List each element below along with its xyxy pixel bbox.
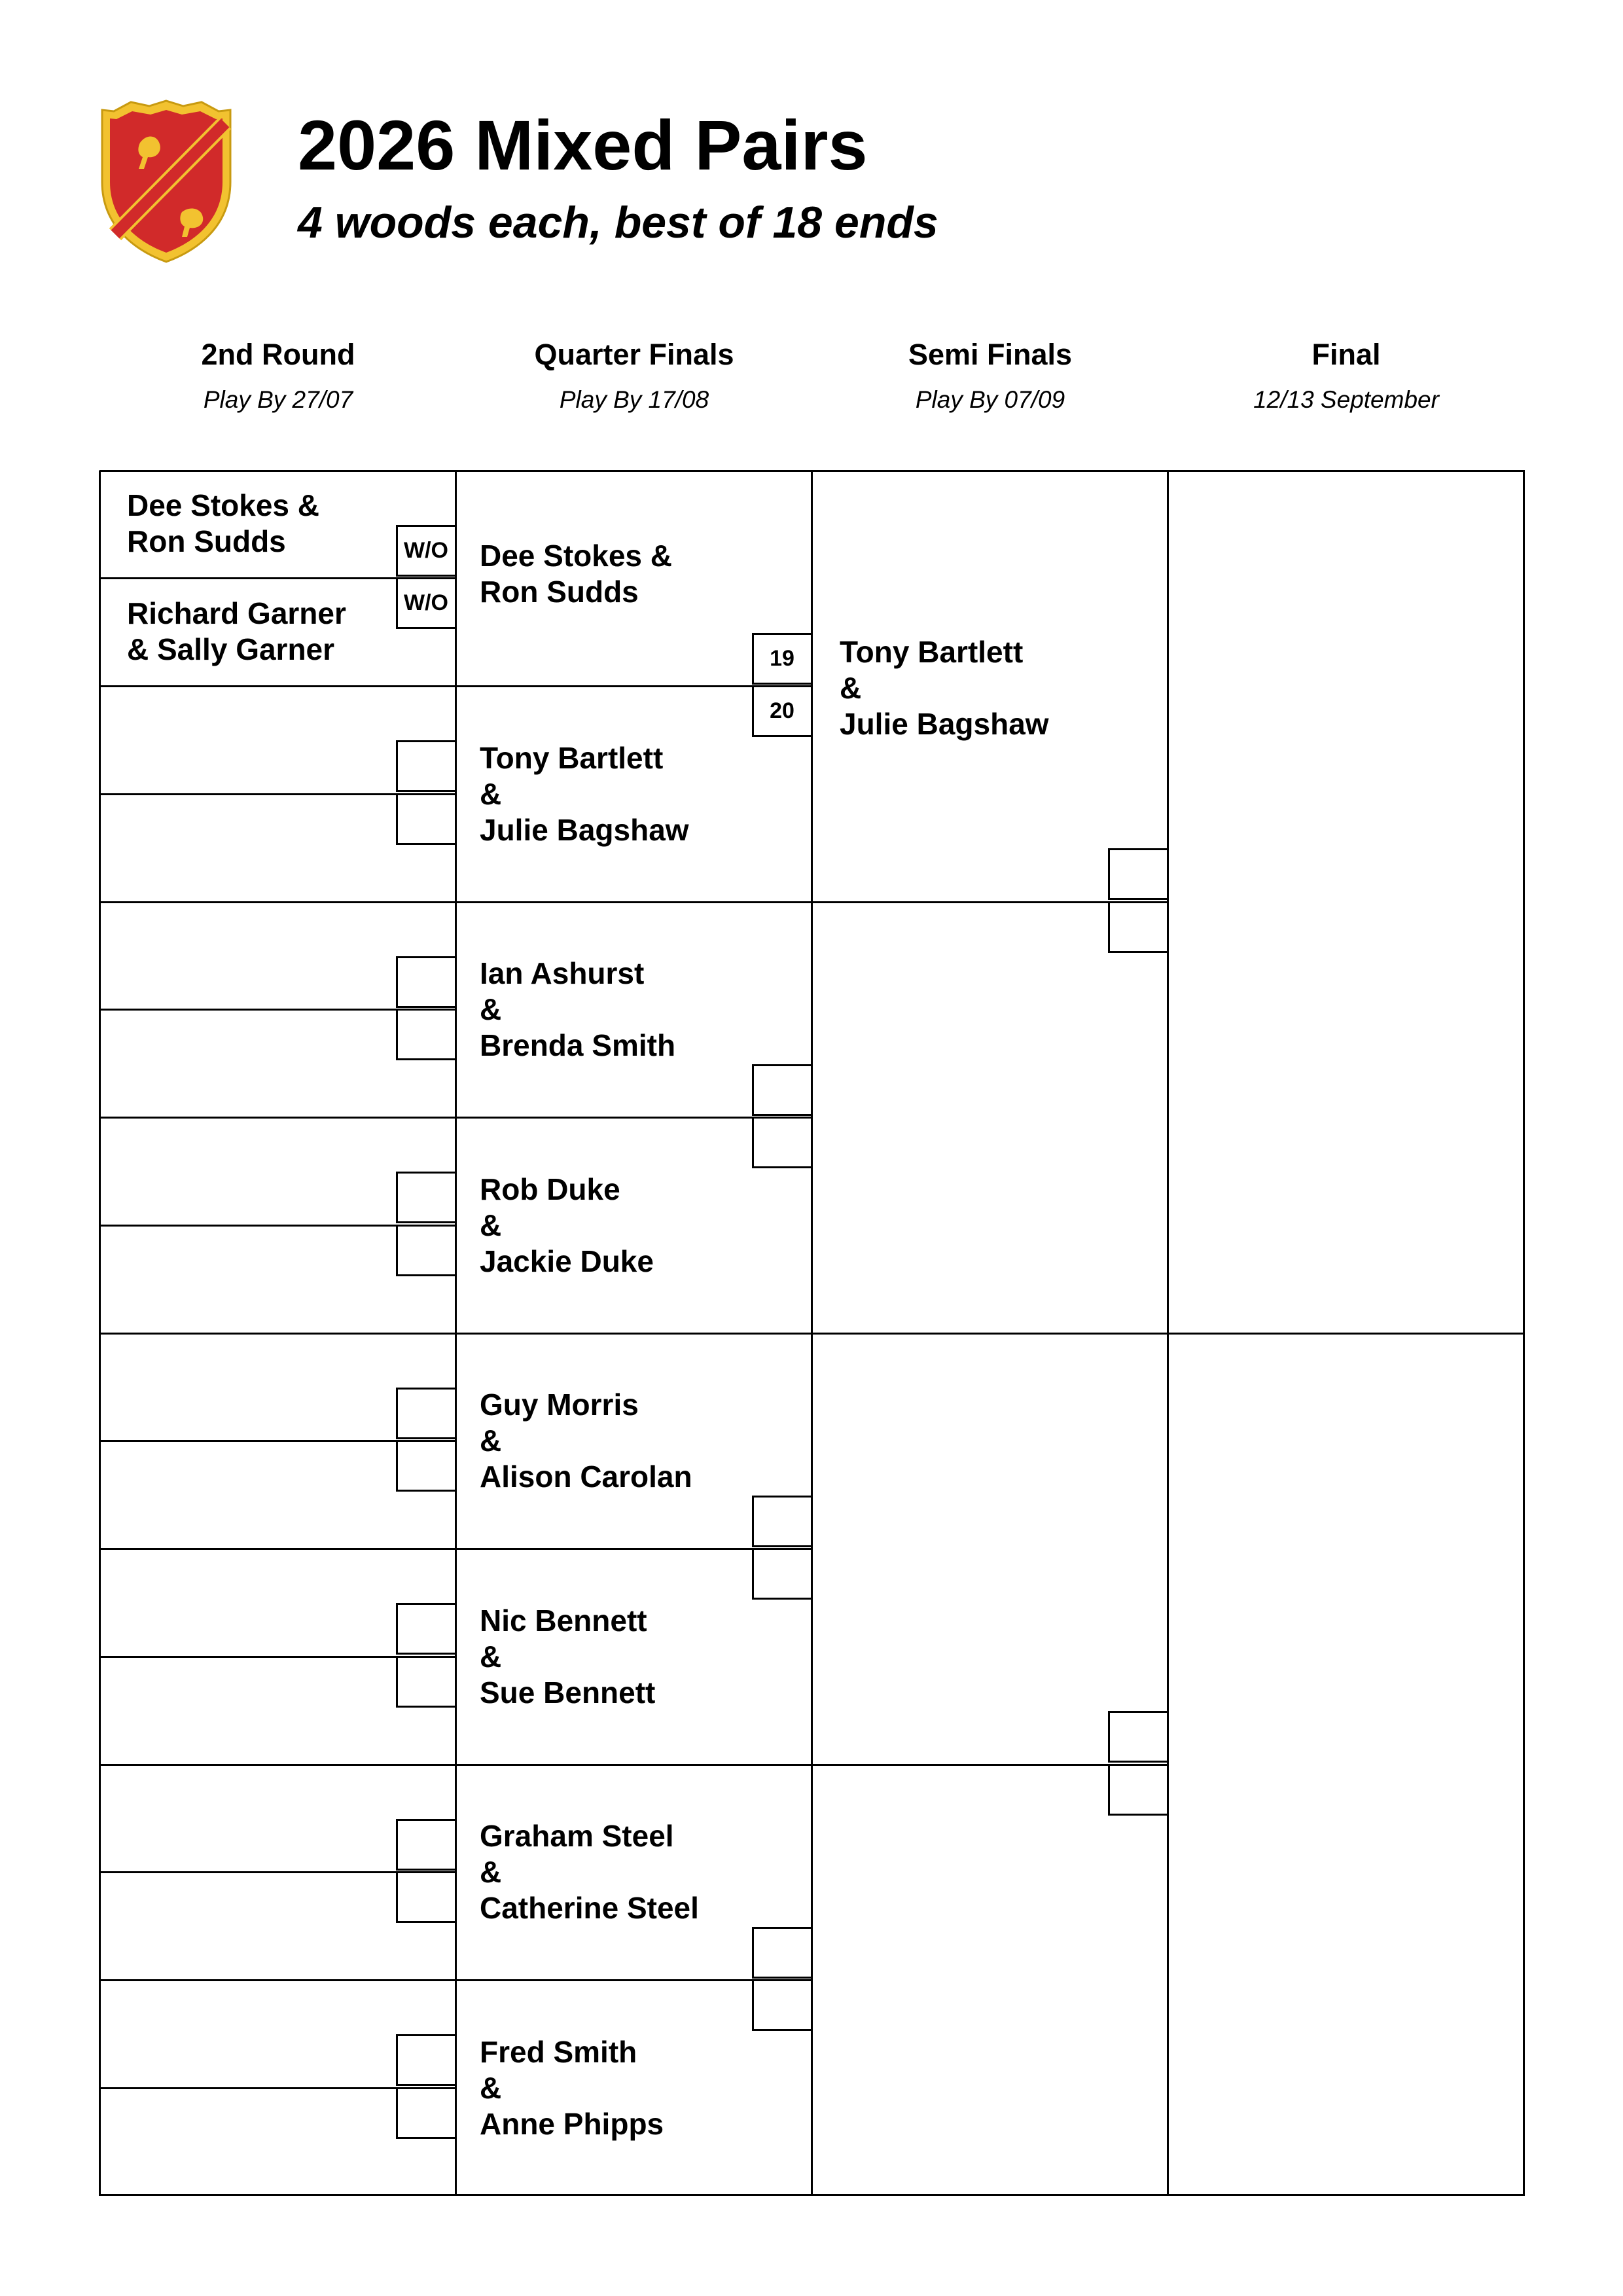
round2-entry[interactable]: Richard Garner & Sally Garner	[127, 596, 346, 666]
round2-row-divider	[99, 901, 457, 903]
round2-row-divider	[99, 1117, 457, 1119]
round2-score-box[interactable]	[396, 1819, 457, 1871]
qf-entry[interactable]: Nic Bennett & Sue Bennett	[480, 1603, 656, 1710]
sf-score-box[interactable]	[1108, 1764, 1169, 1816]
qf-entry[interactable]: Tony Bartlett & Julie Bagshaw	[480, 740, 689, 847]
round2-score-box[interactable]	[396, 2087, 457, 2139]
sf-row-divider	[812, 1333, 1169, 1335]
round2-score-box[interactable]: W/O	[396, 577, 457, 629]
qf-score-box[interactable]	[752, 1117, 813, 1168]
club-crest-logo	[97, 97, 236, 266]
round2-score-box[interactable]	[396, 1172, 457, 1223]
sf-score-box[interactable]	[1108, 1711, 1169, 1763]
round2-score-box[interactable]	[396, 1440, 457, 1492]
page-title: 2026 Mixed Pairs	[298, 105, 868, 185]
qf-score-box[interactable]	[752, 1548, 813, 1600]
qf-row-divider	[455, 1333, 813, 1335]
qf-score-box[interactable]	[752, 1927, 813, 1979]
qf-entry[interactable]: Ian Ashurst & Brenda Smith	[480, 956, 676, 1063]
round2-score-box[interactable]	[396, 1871, 457, 1923]
qf-score-box[interactable]	[752, 1064, 813, 1116]
qf-entry[interactable]: Graham Steel & Catherine Steel	[480, 1819, 699, 1926]
sf-score-box[interactable]	[1108, 848, 1169, 900]
round2-entry[interactable]: Dee Stokes & Ron Sudds	[127, 488, 320, 558]
round2-row-divider	[99, 1548, 457, 1550]
round2-score-box[interactable]	[396, 793, 457, 845]
round2-score-box[interactable]	[396, 1656, 457, 1708]
round2-row-divider	[99, 1764, 457, 1766]
sf-score-box[interactable]	[1108, 901, 1169, 953]
round2-row-divider	[99, 685, 457, 687]
qf-score-box[interactable]	[752, 1979, 813, 2031]
round-name-2nd-round: 2nd Round	[201, 338, 355, 371]
round2-score-box[interactable]	[396, 740, 457, 792]
sf-entry[interactable]: Tony Bartlett & Julie Bagshaw	[840, 635, 1049, 741]
final-row-divider	[1168, 1333, 1525, 1335]
round2-row-divider	[99, 1979, 457, 1981]
qf-entry[interactable]: Rob Duke & Jackie Duke	[480, 1172, 654, 1278]
qf-score-box[interactable]: 20	[752, 685, 813, 737]
round2-row-divider	[99, 1333, 457, 1335]
round2-score-box[interactable]	[396, 1009, 457, 1060]
round-date-quarter-finals: Play By 17/08	[559, 386, 709, 413]
page-subtitle: 4 woods each, best of 18 ends	[298, 198, 938, 247]
round-name-quarter-finals: Quarter Finals	[534, 338, 734, 371]
round2-score-box[interactable]	[396, 1225, 457, 1276]
round-date-final: 12/13 September	[1253, 386, 1439, 413]
round2-score-box[interactable]	[396, 2034, 457, 2086]
qf-score-box[interactable]: 19	[752, 633, 813, 685]
qf-row-divider	[455, 901, 813, 903]
round2-score-box[interactable]	[396, 1603, 457, 1655]
round-date-2nd-round: Play By 27/07	[203, 386, 353, 413]
round-date-semi-finals: Play By 07/09	[915, 386, 1065, 413]
qf-entry[interactable]: Dee Stokes & Ron Sudds	[480, 539, 673, 609]
round-name-semi-finals: Semi Finals	[908, 338, 1073, 371]
round2-score-box[interactable]	[396, 956, 457, 1008]
round-name-final: Final	[1311, 338, 1381, 371]
qf-row-divider	[455, 1764, 813, 1766]
round2-score-box[interactable]	[396, 1388, 457, 1439]
round2-score-box[interactable]: W/O	[396, 525, 457, 577]
qf-score-box[interactable]	[752, 1496, 813, 1547]
qf-entry[interactable]: Guy Morris & Alison Carolan	[480, 1388, 692, 1494]
qf-entry[interactable]: Fred Smith & Anne Phipps	[480, 2034, 664, 2141]
